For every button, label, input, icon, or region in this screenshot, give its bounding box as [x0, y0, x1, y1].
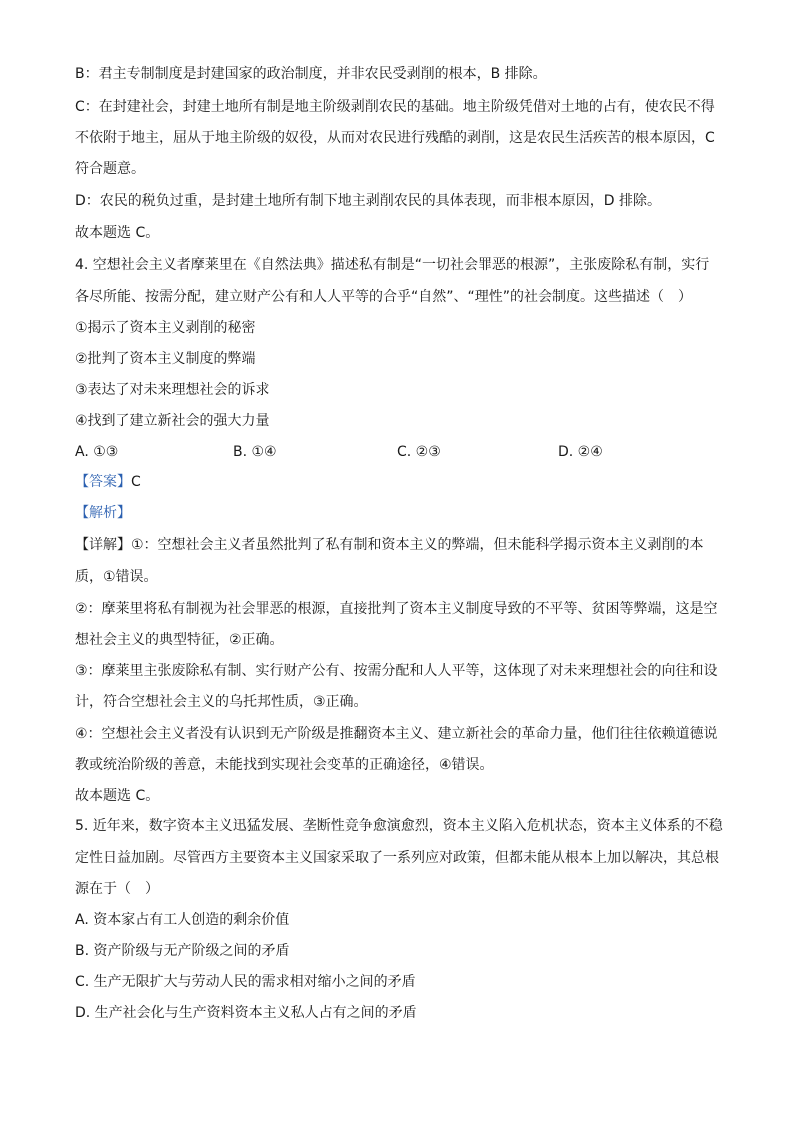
statement-2: ②批判了资本主义制度的弊端 — [75, 351, 256, 367]
analysis-line — [75, 503, 131, 523]
line-q3-conclusion: 故本题选 C。 — [75, 225, 160, 241]
line-d-explanation: D：农民的税负过重，是封建土地所有制下地主剥削农民的具体表现，而非根本原因，D 排除。 — [75, 193, 662, 209]
q4-option-b: B. ①④ — [233, 444, 277, 460]
q4-conclusion: 故本题选 C。 — [75, 788, 160, 804]
detail-line-1 — [75, 535, 704, 555]
statement-1: ①揭示了资本主义剥削的秘密 — [75, 320, 256, 336]
q5-option-d: D. 生产社会化与生产资料资本主义私人占有之间的矛盾 — [75, 1005, 417, 1021]
analysis-tag: 【解析】 — [75, 505, 131, 521]
statement-3: ③表达了对未来理想社会的诉求 — [75, 382, 270, 398]
q4-option-a: A. ①③ — [75, 444, 119, 460]
detail-line-3: ②：摩莱里将私有制视为社会罪恶的根源，直接批判了资本主义制度导致的不平等、贫困等弊端，这是空 — [75, 601, 718, 617]
detail-line-4: 想社会主义的典型特征，②正确。 — [75, 632, 284, 648]
answer-line — [75, 472, 141, 492]
statement-4: ④找到了建立新社会的强大力量 — [75, 413, 270, 429]
line-c-explanation-1: C：在封建社会，封建土地所有制是地主阶级剥削农民的基础。地主阶级凭借对土地的占有，使农民不得 — [75, 99, 715, 115]
q5-option-c: C. 生产无限扩大与劳动人民的需求相对缩小之间的矛盾 — [75, 974, 416, 990]
q5-option-b: B. 资产阶级与无产阶级之间的矛盾 — [75, 943, 290, 959]
line-b-explanation: B：君主专制制度是封建国家的政治制度，并非农民受剥削的根本，B 排除。 — [75, 66, 547, 82]
detail-tag: 【详解】 — [75, 537, 131, 553]
detail-line-5: ③：摩莱里主张废除私有制、实行财产公有、按需分配和人人平等，这体现了对未来理想社会的向往和设 — [75, 663, 718, 679]
line-c-explanation-3: 符合题意。 — [75, 161, 145, 177]
answer-tag: 【答案】 — [75, 474, 131, 490]
detail-line-7: ④：空想社会主义者没有认识到无产阶级是推翻资本主义、建立新社会的革命力量，他们往往依赖道德说 — [75, 726, 718, 742]
q5-option-a: A. 资本家占有工人创造的剩余价值 — [75, 912, 290, 928]
answer-value: C — [131, 474, 141, 490]
question-5-stem-2: 定性日益加剧。尽管西方主要资本主义国家采取了一系列应对政策，但都未能从根本上加以解决，其总根 — [75, 850, 719, 866]
question-5-stem-1: 5. 近年来，数字资本主义迅猛发展、垄断性竞争愈演愈烈，资本主义陷入危机状态，资本主义体系的不稳 — [75, 818, 723, 834]
q4-option-c: C. ②③ — [397, 444, 441, 460]
detail-line-2: 质，①错误。 — [75, 569, 158, 585]
line-c-explanation-2: 不依附于地主，屈从于地主阶级的奴役，从而对农民进行残酷的剥削，这是农民生活疾苦的根本原因，C — [75, 130, 715, 146]
q4-option-d: D. ②④ — [558, 444, 603, 460]
detail-text-1: ①：空想社会主义者虽然批判了私有制和资本主义的弊端，但未能科学揭示资本主义剥削的本 — [131, 537, 704, 553]
question-5-stem-3: 源在于（ ） — [75, 881, 159, 897]
question-4-stem-1: 4. 空想社会主义者摩莱里在《自然法典》描述私有制是“一切社会罪恶的根源”，主张废除私有制，实行 — [75, 257, 710, 273]
detail-line-8: 教或统治阶级的善意，未能找到实现社会变革的正确途径，④错误。 — [75, 757, 494, 773]
question-4-stem-2: 各尽所能、按需分配，建立财产公有和人人平等的合乎“自然”、“理性”的社会制度。这些描述（ ） — [75, 289, 693, 305]
detail-line-6: 计，符合空想社会主义的乌托邦性质，③正确。 — [75, 694, 368, 710]
